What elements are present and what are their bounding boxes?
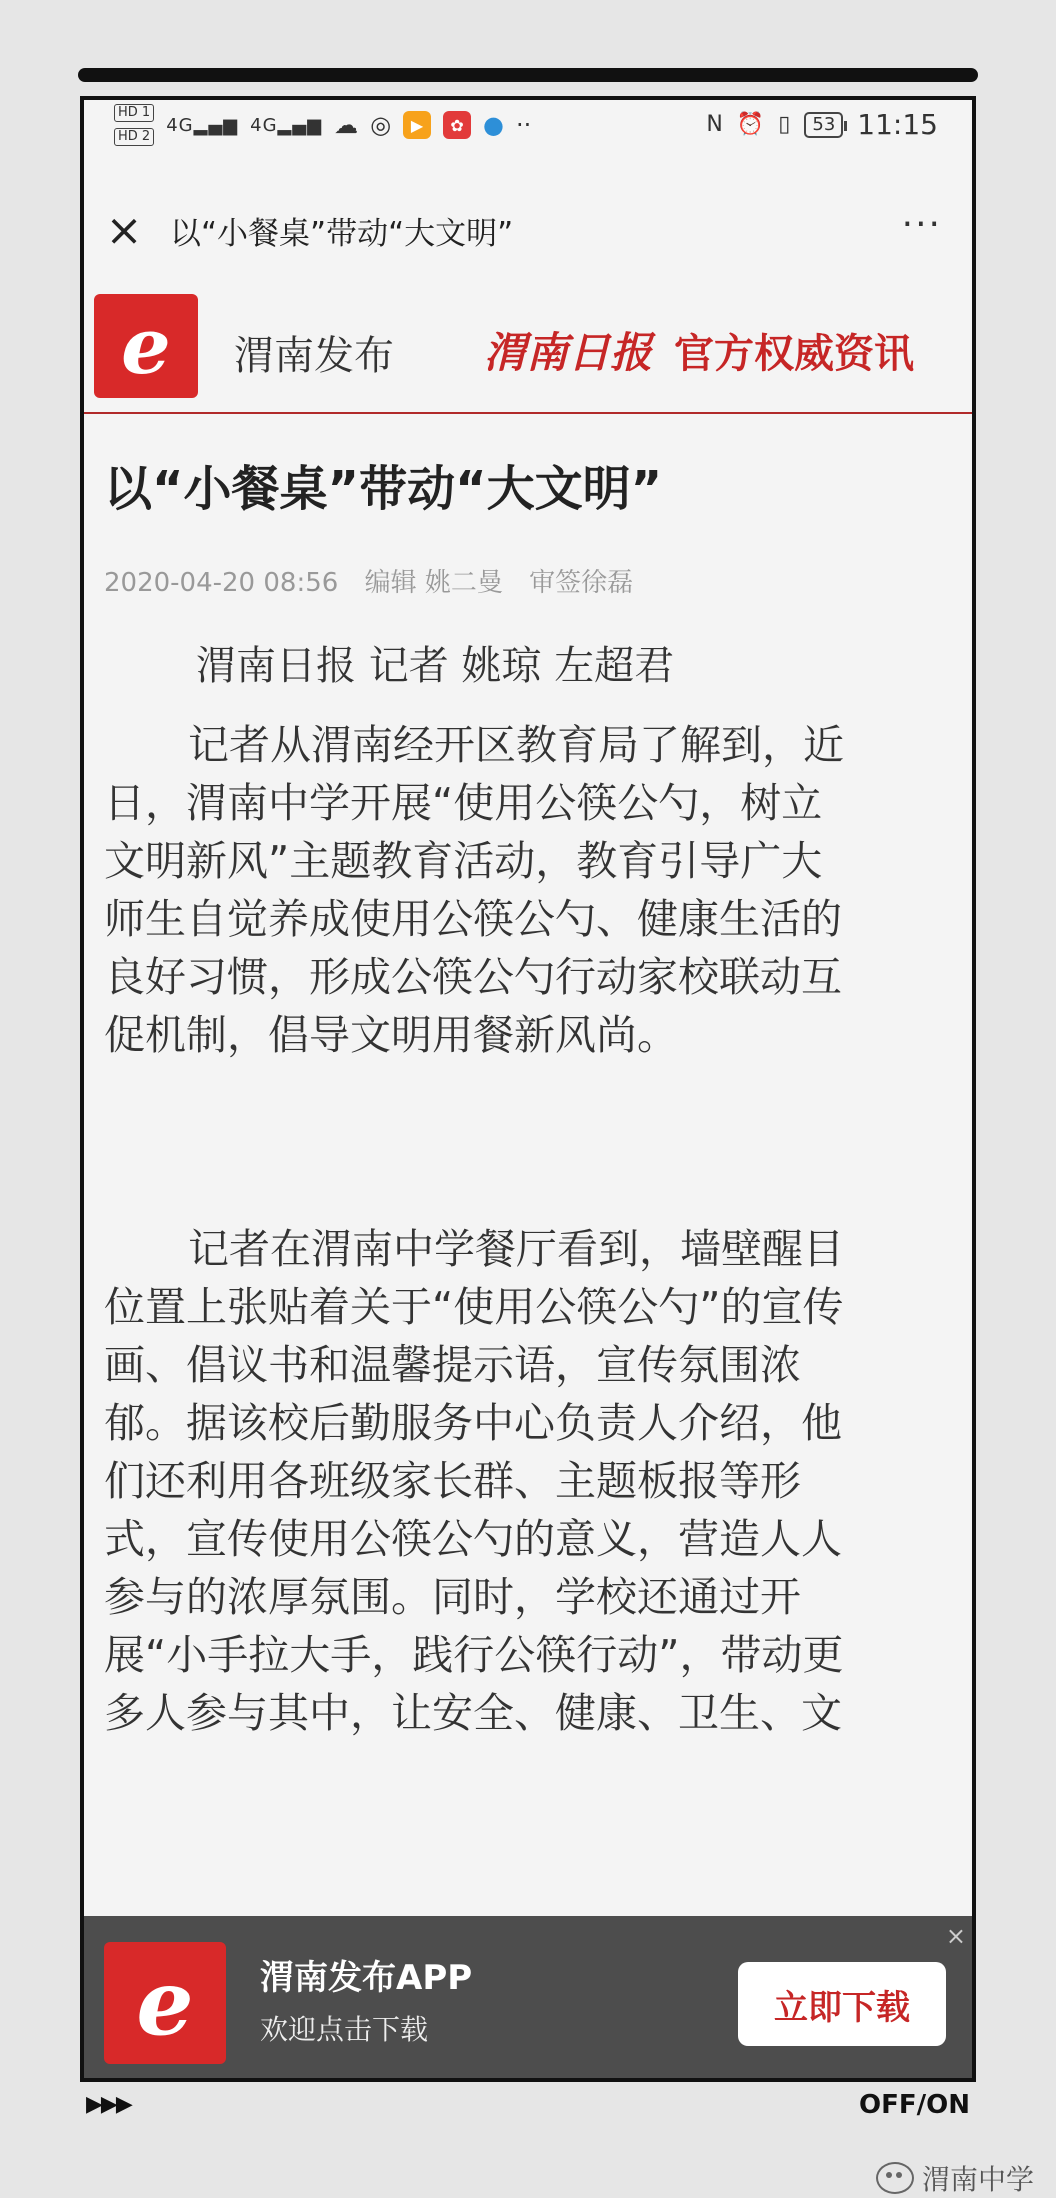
paragraph-line: 们还利用各班级家长群、主题板报等形 — [104, 1457, 801, 1505]
byline: 渭南日报 记者 姚琼 左超君 — [196, 643, 675, 689]
paragraph-line: 式，宣传使用公筷公勺的意义，营造人人 — [104, 1515, 842, 1563]
paragraph-line: 记者在渭南中学餐厅看到，墙壁醒目 — [188, 1225, 844, 1273]
compass-icon: ◎ — [370, 111, 392, 139]
publisher-name: 渭南发布 — [234, 333, 394, 379]
play-app-icon: ▶ — [403, 111, 431, 139]
nav-bar — [84, 180, 972, 280]
article-meta — [104, 562, 651, 599]
nfc-icon: N — [706, 112, 723, 137]
publisher-logo: e — [94, 294, 198, 398]
app-subtitle: 欢迎点击下载 — [260, 2013, 429, 2046]
paragraph-line: 师生自觉养成使用公筷公勺、健康生活的 — [104, 895, 842, 943]
signal2-icon: 4G▂▄▆ — [250, 114, 323, 136]
app-name: 渭南发布APP — [260, 1958, 473, 1998]
vibrate-icon: ▯ — [778, 112, 791, 137]
paragraph-line: 文明新风”主题教育活动，教育引导广大 — [104, 837, 823, 885]
paragraph-line: 良好习惯，形成公筷公勺行动家校联动互 — [104, 953, 842, 1001]
download-button[interactable]: 立即下载 — [738, 1962, 946, 2046]
shopping-app-icon: ✿ — [443, 111, 471, 139]
more-options-icon[interactable]: ··· — [901, 204, 942, 245]
watermark-text: 渭南中学 — [921, 2163, 1034, 2196]
status-bar — [84, 100, 972, 160]
paragraph-2 — [104, 1220, 929, 1742]
signal1-label: 4G — [166, 114, 194, 136]
off-on-label: OFF/ON — [859, 2090, 970, 2120]
signal1-icon: 4G▂▄▆ — [166, 114, 239, 136]
paragraph-line: 多人参与其中，让安全、健康、卫生、文 — [104, 1689, 842, 1737]
alarm-icon: ⏰ — [736, 112, 765, 137]
wechat-watermark — [876, 2158, 1034, 2198]
paragraph-line: 画、倡议书和温馨提示语，宣传氛围浓 — [104, 1341, 801, 1389]
newspaper-name: 渭南日报 — [484, 328, 653, 377]
battery-icon — [804, 112, 843, 138]
paragraph-line: 记者从渭南经开区教育局了解到，近 — [188, 721, 844, 769]
clock: 11:15 — [857, 108, 938, 141]
reviewer: 审签徐磊 — [529, 568, 634, 598]
nav-title: 以“小餐桌”带动“大文明” — [170, 215, 514, 252]
device-top-bar — [78, 68, 978, 82]
browser-icon: ● — [483, 111, 504, 139]
banner-slogan: 官方权威资讯 — [674, 331, 914, 377]
paragraph-line: 日，渭南中学开展“使用公筷公勺，树立 — [104, 779, 823, 827]
close-banner-icon[interactable]: × — [945, 1922, 966, 1950]
publisher-banner — [84, 282, 972, 414]
more-notifications-icon: ·· — [515, 111, 532, 139]
paragraph-line: 展“小手拉大手，践行公筷行动”，带动更 — [104, 1631, 844, 1679]
battery-level: 53 — [812, 113, 836, 135]
app-logo: e — [104, 1942, 226, 2064]
paragraph-1 — [104, 716, 929, 1064]
editor: 编辑 姚二曼 — [364, 568, 503, 598]
paragraph-line: 促机制，倡导文明用餐新风尚。 — [104, 1011, 678, 1059]
paragraph-line: 郁。据该校后勤服务中心负责人介绍，他 — [104, 1399, 842, 1447]
phone-screen — [80, 96, 976, 2082]
cloud-icon: ☁ — [334, 111, 359, 139]
paragraph-line: 位置上张贴着关于“使用公筷公勺”的宣传 — [104, 1283, 844, 1331]
app-download-bar — [84, 1916, 972, 2082]
status-right — [706, 108, 938, 141]
article-headline: 以“小餐桌”带动“大文明” — [104, 461, 663, 517]
signal2-label: 4G — [250, 114, 278, 136]
publish-date: 2020-04-20 08:56 — [104, 568, 339, 598]
close-icon[interactable]: × — [105, 204, 143, 256]
paragraph-line: 参与的浓厚氛围。同时，学校还通过开 — [104, 1573, 801, 1621]
hd-indicators — [114, 104, 154, 146]
arrows-icon: ▶▶▶ — [86, 2092, 131, 2117]
hd1-badge: HD 1 — [114, 104, 154, 122]
status-left — [114, 104, 531, 146]
hd2-badge: HD 2 — [114, 128, 154, 146]
wechat-icon — [876, 2162, 914, 2194]
